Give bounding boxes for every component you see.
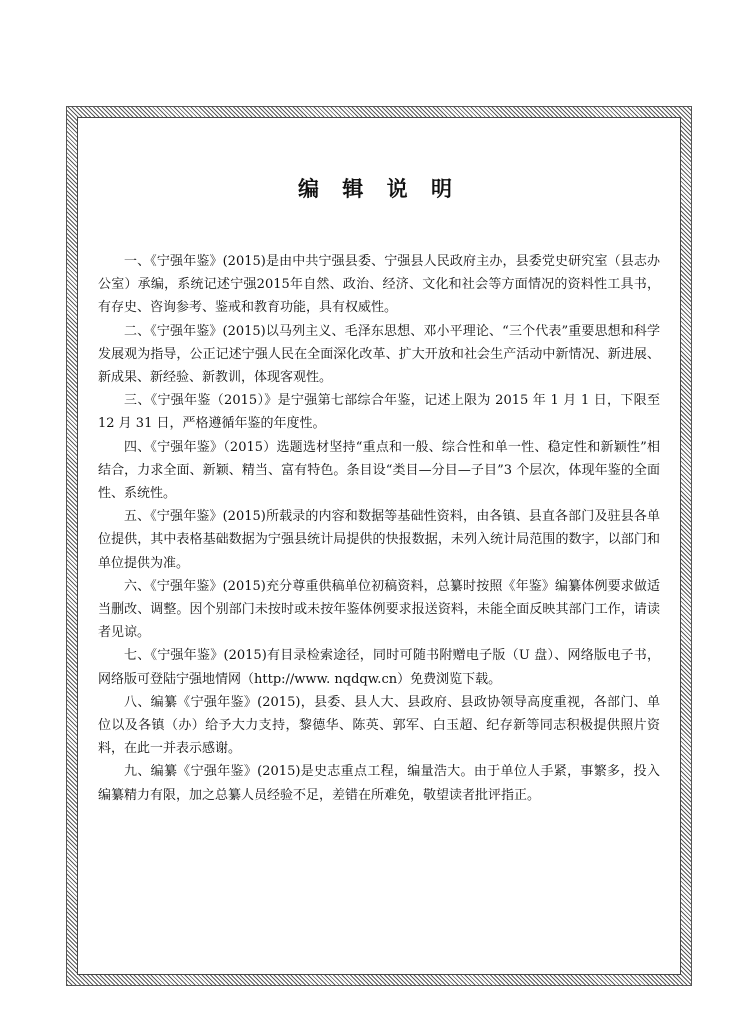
note-paragraph-2: 二、《宁强年鉴》(2015)以马列主义、毛泽东思想、邓小平理论、“三个代表”重要思想和科学发展观为指导，公正记述宁强人民在全面深化改革、扩大开放和社会生产活动中新情况、新进展、新成果、新经验、新教训，体现客观性。 <box>98 323 660 386</box>
page-content-area <box>77 117 681 975</box>
note-paragraph-3: 三、《宁强年鉴（2015）》是宁强第七部综合年鉴，记述上限为 2015 年 1 月 1 日，下限至 12 月 31 日，严格遵循年鉴的年度性。 <box>98 393 660 432</box>
note-paragraph-8: 八、编纂《宁强年鉴》(2015)，县委、县人大、县政府、县政协领导高度重视，各部门、单位以及各镇（办）给予大力支持，黎德华、陈英、郭军、白玉超、纪存新等同志积极提供照片资料，在此一并表示感谢。 <box>98 694 660 757</box>
note-paragraph-6: 六、《宁强年鉴》(2015)充分尊重供稿单位初稿资料，总纂时按照《年鉴》编纂体例要求做适当删改、调整。因个别部门未按时或未按年鉴体例要求报送资料，未能全面反映其部门工作，请读者见谅。 <box>98 578 660 641</box>
page-border <box>66 106 692 986</box>
note-paragraph-7: 七、《宁强年鉴》(2015)有目录检索途径，同时可随书附赠电子版（U 盘）、网络版电子书，网络版可登陆宁强地情网（http://www. nqdqw.cn）免费浏览下载。 <box>98 648 660 687</box>
note-paragraph-4: 四、《宁强年鉴》（2015）选题选材坚持“重点和一般、综合性和单一性、稳定性和新颖性”相结合，力求全面、新颖、精当、富有特色。条目设“类目—分目—子目”3 个层次，体现年鉴的全面性、系统性。 <box>98 439 660 502</box>
page-title: 编 辑 说 明 <box>298 176 460 201</box>
note-paragraph-5: 五、《宁强年鉴》(2015)所载录的内容和数据等基础性资料，由各镇、县直各部门及驻县各单位提供，其中表格基础数据为宁强县统计局提供的快报数据，未列入统计局范围的数字，以部门和单位提供为准。 <box>98 509 660 571</box>
editorial-notes <box>98 250 660 807</box>
note-paragraph-1: 一、《宁强年鉴》(2015)是由中共宁强县委、宁强县人民政府主办，县委党史研究室（县志办公室）承编，系统记述宁强2015年自然、政治、经济、文化和社会等方面情况的资料性工具书，有存史、咨询参考、鉴戒和教育功能，具有权威性。 <box>98 254 660 316</box>
note-paragraph-9: 九、编纂《宁强年鉴》(2015)是史志重点工程，编量浩大。由于单位人手紧，事繁多，投入编纂精力有限，加之总纂人员经验不足，差错在所难免，敬望读者批评指正。 <box>98 764 660 803</box>
